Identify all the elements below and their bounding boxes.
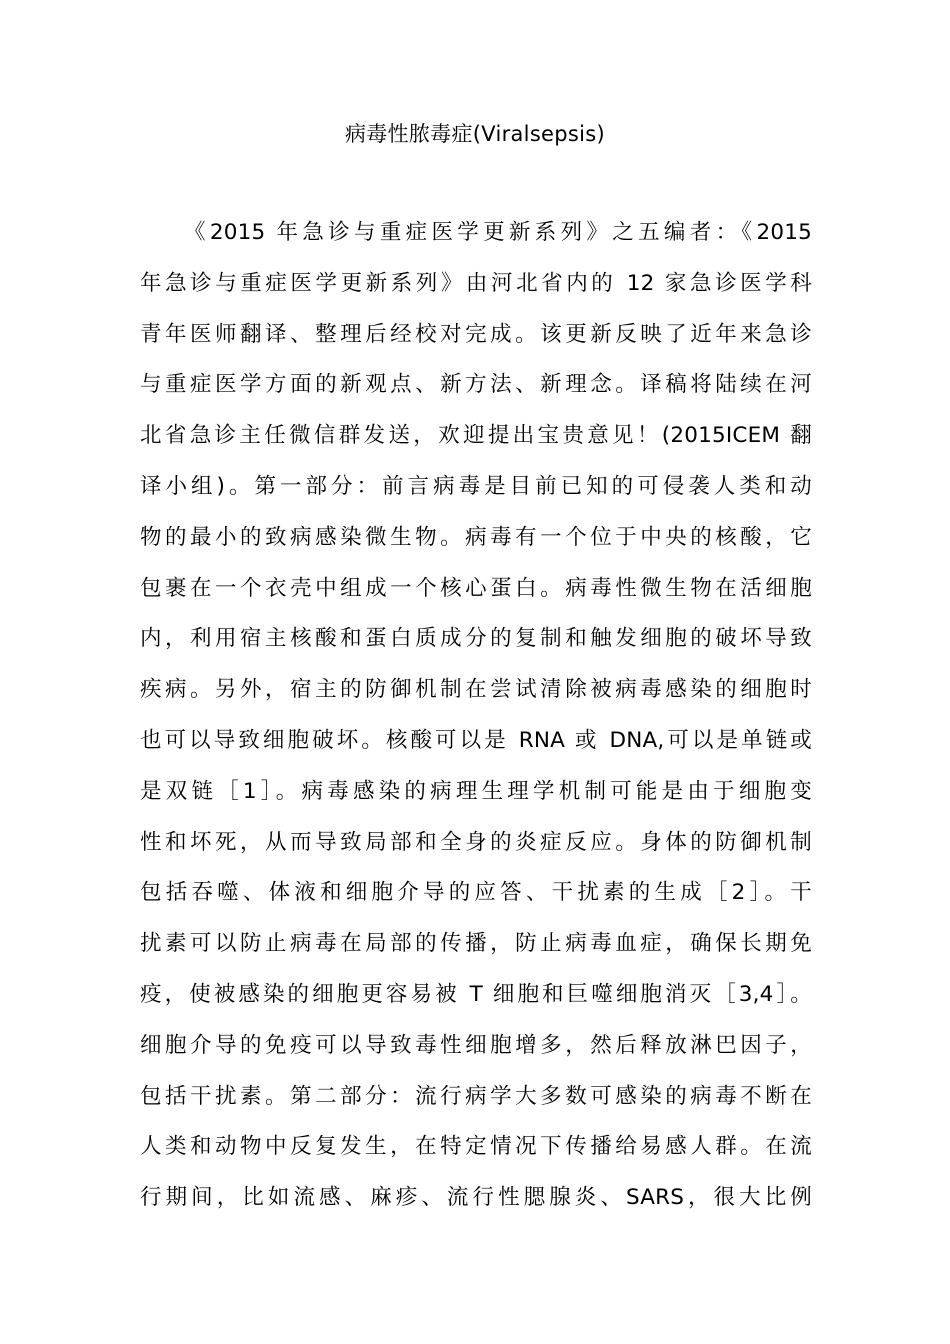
body-line: 疾病。另外，宿主的防御机制在尝试清除被病毒感染的细胞时	[140, 677, 812, 703]
body-line: 译小组)。第一部分：前言病毒是目前已知的可侵袭人类和动	[140, 473, 812, 499]
body-line: 扰素可以防止病毒在局部的传播，防止病毒血症，确保长期免	[140, 931, 812, 957]
body-line: 性和坏死，从而导致局部和全身的炎症反应。身体的防御机制	[140, 829, 812, 855]
body-line: 年急诊与重症医学更新系列》由河北省内的 12 家急诊医学科	[140, 270, 812, 296]
body-line: 行期间，比如流感、麻疹、流行性腮腺炎、SARS，很大比例	[140, 1185, 812, 1211]
document-title: 病毒性脓毒症(Viralsepsis)	[344, 122, 606, 146]
body-line: 与重症医学方面的新观点、新方法、新理念。译稿将陆续在河	[140, 372, 812, 398]
body-line: 《2015 年急诊与重症医学更新系列》之五编者：《2015	[184, 220, 812, 245]
body-line: 疫，使被感染的细胞更容易被 T 细胞和巨噬细胞消灭［3,4］。	[140, 981, 812, 1007]
body-line: 细胞介导的免疫可以导致毒性细胞增多，然后释放淋巴因子，	[140, 1032, 812, 1058]
body-line: 包括吞噬、体液和细胞介导的应答、干扰素的生成［2］。干	[140, 880, 812, 906]
body-line: 内，利用宿主核酸和蛋白质成分的复制和触发细胞的破坏导致	[140, 626, 812, 652]
body-line: 青年医师翻译、整理后经校对完成。该更新反映了近年来急诊	[140, 321, 812, 347]
body-line: 包裹在一个衣壳中组成一个核心蛋白。病毒性微生物在活细胞	[140, 575, 812, 601]
body-line: 包括干扰素。第二部分：流行病学大多数可感染的病毒不断在	[140, 1083, 812, 1109]
body-line: 人类和动物中反复发生，在特定情况下传播给易感人群。在流	[140, 1134, 812, 1160]
body-line: 北省急诊主任微信群发送，欢迎提出宝贵意见！(2015ICEM 翻	[140, 423, 812, 449]
body-line: 物的最小的致病感染微生物。病毒有一个位于中央的核酸，它	[140, 524, 812, 550]
body-line: 是双链［1］。病毒感染的病理生理学机制可能是由于细胞变	[140, 778, 812, 804]
body-line: 也可以导致细胞破坏。核酸可以是 RNA 或 DNA,可以是单链或	[140, 727, 812, 753]
document-body	[140, 208, 812, 1224]
